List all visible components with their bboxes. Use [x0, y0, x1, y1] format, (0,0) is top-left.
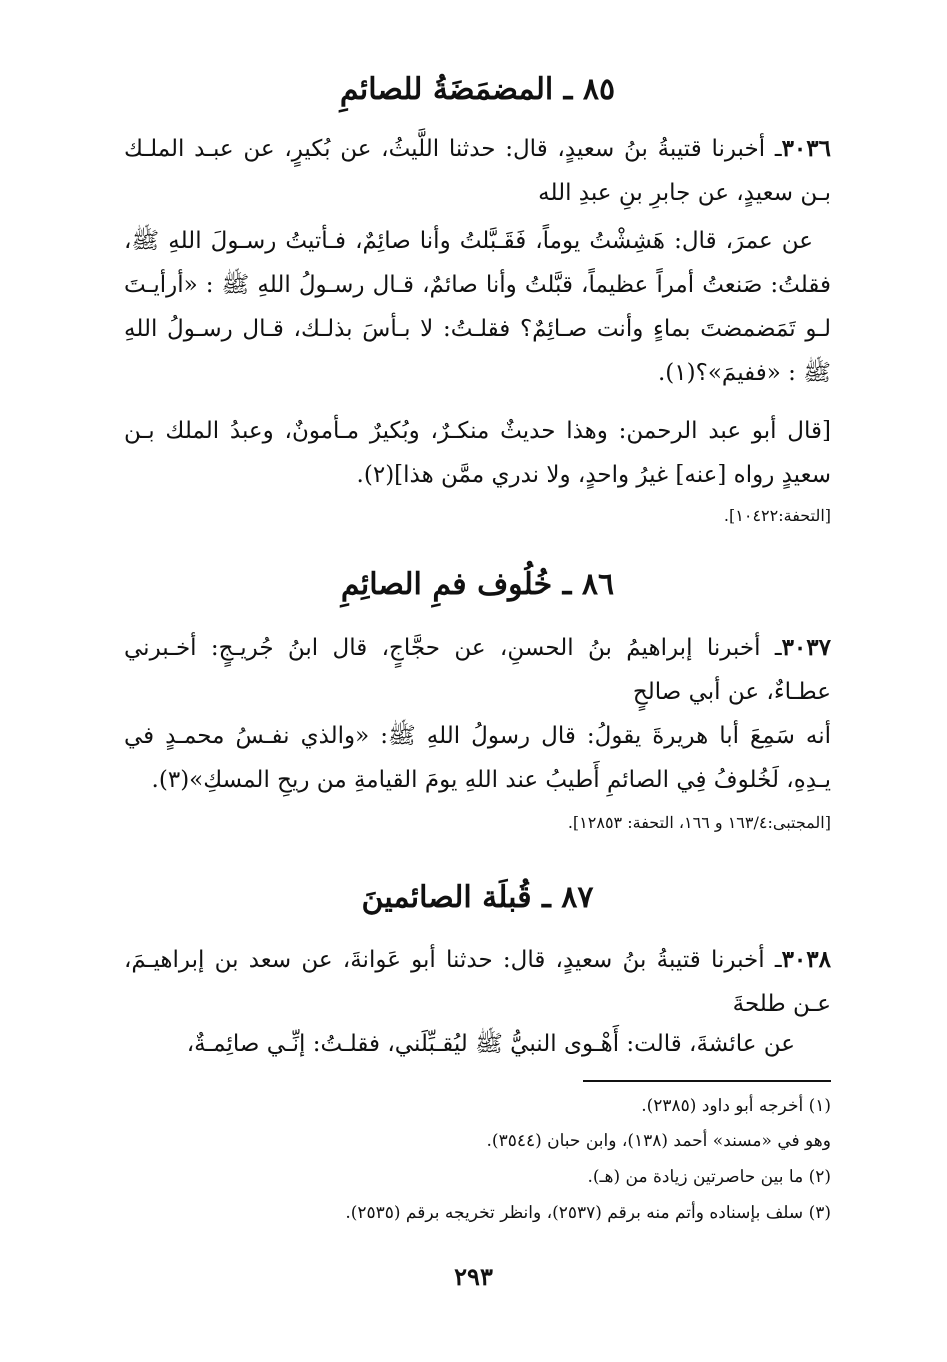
hadith-3038-matn: عن عائشةَ، قالت: أَهْـوى النبيُّ ﷺ ليُقـبِّلَني، فقلـتُ: إنِّـي صائِمـةٌ، — [186, 1031, 795, 1057]
hadith-3036-reference: [التحفة:١٠٤٢٢]. — [723, 506, 831, 525]
hadith-3036-comment: [قال أبو عبد الرحمن: وهذا حديثٌ منكـرٌ، وبُكيرٌ مـأمونٌ، وعبدُ الملك بـن سعيدٍ رواه [عنه] غيرُ واحدٍ، ولا ندري ممَّن هذا](٢). — [124, 418, 831, 488]
isnad-text: ـ أخبرنا قتيبةُ بنُ سعيدٍ، قال: حدثنا اللَّيثُ، عن بُكيرٍ، عن عبـد الملـك بـن سعيدٍ، عن جابرِ بنِ عبدِ الله — [124, 136, 831, 206]
hadith-3036-isnad — [124, 127, 831, 215]
hadith-3036-matn: عن عمرَ، قال: هَشِشْتُ يوماً، فَقَـبَّلتُ وأنا صائِمٌ، فـأتيتُ رسـولَ اللهِ ﷺ، فقلتُ: صَنعتُ أمراً عظيماً، قبَّلتُ وأنا صائمٌ، قـال رسـولُ اللهِ ﷺ : «أرأيـتَ لـو تَمَضمضتَ بماءٍ وأنت صـائِمٌ؟ فقلـتُ: لا بـأسَ بذلـك، قـال رسـولُ اللهِ ﷺ : «ففيمَ»؟(١). — [124, 228, 831, 386]
hadith-number: ٣٠٣٦ — [781, 135, 831, 162]
hadith-3037-matn: أنه سَمِعَ أبا هريرةَ يقولُ: قال رسولُ اللهِ ﷺ: «والذي نفـسُ محمـدٍ في يـدِهِ، لَخُلوفُ فِي الصائمِ أَطيبُ عند اللهِ يومَ القيامةِ من ريحِ المسكِ»(٣). — [124, 723, 831, 793]
chapter-heading-87: ٨٧ ـ قُبلَة الصائمينَ — [361, 880, 594, 915]
hadith-3038-isnad — [124, 938, 831, 1026]
hadith-3037-isnad — [124, 626, 831, 714]
isnad-text: ـ أخبرنا قتيبةُ بنُ سعيدٍ، قال: حدثنا أبو عَوانةَ، عن سعد بن إبراهيـمَ، عـن طلحةَ — [124, 947, 831, 1017]
footnote-2: (٢) ما بين حاصرتين زيادة من (هـ). — [587, 1167, 831, 1187]
footnote-separator — [583, 1080, 831, 1082]
footnote-1-continued: وهو في «مسند» أحمد (١٣٨)، وابن حبان (٣٥٤٤). — [486, 1131, 831, 1151]
page-number: ٢٩٣ — [454, 1262, 493, 1291]
hadith-number: ٣٠٣٧ — [781, 634, 831, 661]
footnote-3: (٣) سلف بإسناده وأتم منه برقم (٢٥٣٧)، وانظر تخريجه برقم (٢٥٣٥). — [345, 1203, 831, 1223]
hadith-3037-reference: [المجتبى:١٦٣/٤ و ١٦٦، التحفة: ١٢٨٥٣]. — [567, 813, 831, 832]
isnad-text: ـ أخبرنا إبراهيمُ بنُ الحسنِ، عن حجَّاجٍ، قال ابنُ جُريـجٍ: أخـبرني عطـاءٌ، عن أبي صالحٍ — [124, 635, 831, 705]
hadith-number: ٣٠٣٨ — [781, 946, 831, 973]
footnote-1: (١) أخرجه أبو داود (٢٣٨٥). — [641, 1096, 831, 1116]
chapter-heading-85: ٨٥ ـ المضمَضَةُ للصائمِ — [339, 72, 616, 107]
chapter-heading-86: ٨٦ ـ خُلُوف فمِ الصائِمِ — [340, 567, 615, 602]
